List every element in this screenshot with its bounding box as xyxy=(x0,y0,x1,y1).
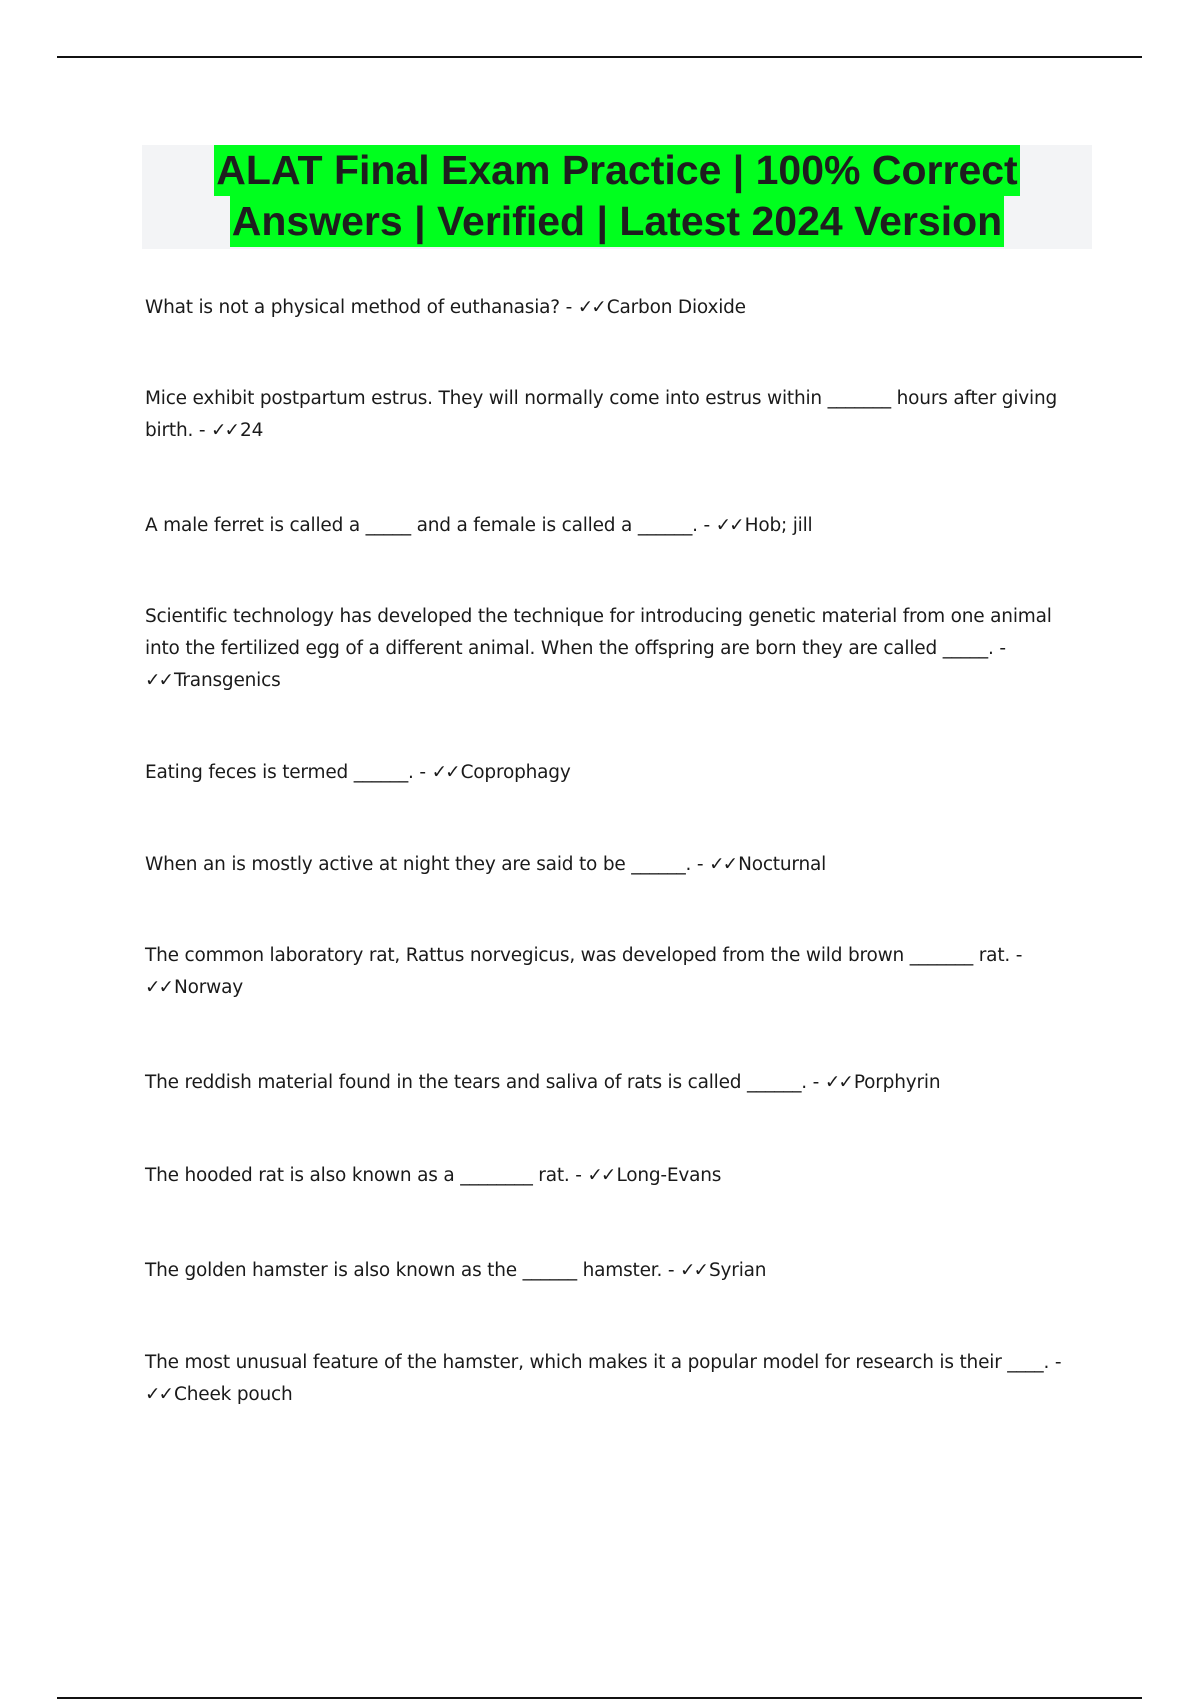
question-text: The most unusual feature of the hamster, which makes it a popular model for research is their ____. - xyxy=(145,1352,1062,1373)
question-text: What is not a physical method of euthanasia? - xyxy=(145,297,578,318)
answer-text: Cheek pouch xyxy=(174,1384,293,1405)
document-title-box xyxy=(142,145,1092,249)
question-text: Scientific technology has developed the technique for introducing genetic material from one animal into the fertilized egg of a different animal. When the offspring are born they are called _____. - xyxy=(145,606,1052,659)
answer-text: Hob; jill xyxy=(744,515,813,536)
qa-item xyxy=(145,1255,1085,1287)
qa-item xyxy=(145,849,1085,881)
question-text: The common laboratory rat, Rattus norvegicus, was developed from the wild brown _______ rat. - xyxy=(145,945,1023,966)
answer-text: Norway xyxy=(174,977,243,998)
double-check-icon: ✓✓ xyxy=(145,1384,173,1405)
double-check-icon: ✓✓ xyxy=(145,670,173,691)
answer-text: 24 xyxy=(240,420,264,441)
answer-text: Syrian xyxy=(709,1260,767,1281)
qa-item xyxy=(145,940,1085,1004)
question-text: When an is mostly active at night they are said to be ______. - xyxy=(145,854,710,875)
question-text: A male ferret is called a _____ and a female is called a ______. - xyxy=(145,515,716,536)
qa-item xyxy=(145,383,1085,447)
double-check-icon: ✓✓ xyxy=(587,1165,615,1186)
double-check-icon: ✓✓ xyxy=(431,762,459,783)
question-text: Eating feces is termed ______. - xyxy=(145,762,432,783)
double-check-icon: ✓✓ xyxy=(709,854,737,875)
double-check-icon: ✓✓ xyxy=(824,1072,852,1093)
qa-item xyxy=(145,1347,1085,1411)
qa-item xyxy=(145,757,1085,789)
qa-item xyxy=(145,1067,1085,1099)
qa-item xyxy=(145,601,1085,697)
qa-item xyxy=(145,292,1085,324)
double-check-icon: ✓✓ xyxy=(145,977,173,998)
bottom-rule xyxy=(57,1697,1142,1699)
answer-text: Coprophagy xyxy=(460,762,571,783)
answer-text: Long-Evans xyxy=(616,1165,722,1186)
answer-text: Nocturnal xyxy=(738,854,827,875)
qa-item xyxy=(145,1160,1085,1192)
double-check-icon: ✓✓ xyxy=(680,1260,708,1281)
double-check-icon: ✓✓ xyxy=(715,515,743,536)
top-rule xyxy=(57,56,1142,58)
double-check-icon: ✓✓ xyxy=(211,420,239,441)
document-title-line-1: ALAT Final Exam Practice | 100% Correct xyxy=(214,145,1019,196)
qa-item xyxy=(145,510,1085,542)
answer-text: Transgenics xyxy=(174,670,281,691)
answer-text: Carbon Dioxide xyxy=(606,297,746,318)
answer-text: Porphyrin xyxy=(853,1072,941,1093)
question-text: The golden hamster is also known as the ______ hamster. - xyxy=(145,1260,680,1281)
double-check-icon: ✓✓ xyxy=(577,297,605,318)
question-text: The hooded rat is also known as a ________ rat. - xyxy=(145,1165,588,1186)
question-text: Mice exhibit postpartum estrus. They will normally come into estrus within _______ hours after giving birth. - xyxy=(145,388,1058,441)
question-text: The reddish material found in the tears and saliva of rats is called ______. - xyxy=(145,1072,825,1093)
document-title-line-2: Answers | Verified | Latest 2024 Version xyxy=(230,196,1004,247)
